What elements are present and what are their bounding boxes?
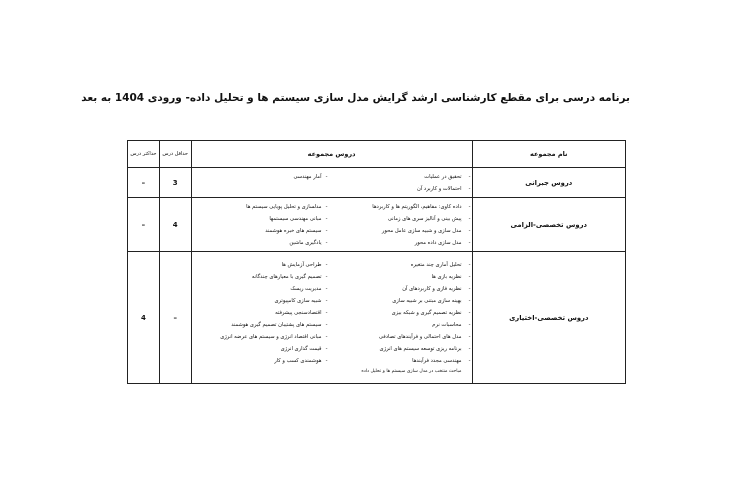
list-item: - مبانی اقتصاد انرژی و سیستم های عرضه انرژی [196, 331, 322, 343]
list-item: - نظریه بازی ها [328, 271, 462, 283]
list-item: - بهینه سازی مبتنی بر شبیه سازی [328, 295, 462, 307]
list-item: - داده کاوی: مفاهیم، الگوریتم ها و کاربردها [328, 201, 462, 213]
min-count: – [159, 252, 191, 384]
page-title: برنامه درسی برای مقطع کارشناسی ارشد گرایش مدل سازی سیستم ها و تحلیل داده- ورودی 1404 به بعد [81, 92, 630, 104]
list-item: - تحقیق در عملیات [328, 171, 462, 183]
list-item: - پیش بینی و آنالیز سری های زمانی [328, 213, 462, 225]
list-item: - احتمالات و کاربرد آن [328, 183, 462, 195]
max-count: – [128, 198, 160, 252]
list-item: - مبانی مهندسی سیستمها [196, 213, 322, 225]
list-item: - طراحی آزمایش ها [196, 259, 322, 271]
list-item: - تحلیل آماری چند متغیره [328, 259, 462, 271]
list-item: - برنامه ریزی توسعه سیستم های انرژی [328, 343, 462, 355]
course-list [191, 252, 472, 384]
max-count: – [128, 168, 160, 198]
max-count: 4 [128, 252, 160, 384]
table-row [128, 168, 626, 198]
min-count: 4 [159, 198, 191, 252]
list-item: - نظریه تصمیم گیری و شبکه بیزی [328, 307, 462, 319]
min-count: 3 [159, 168, 191, 198]
list-item: - تصمیم گیری با معیارهای چندگانه [196, 271, 322, 283]
table-row [128, 252, 626, 384]
list-item: - یادگیری ماشین [196, 237, 322, 249]
course-list [191, 168, 472, 198]
group-name: دروس جبرانی [472, 168, 625, 198]
list-item: - مدلسازی و تحلیل پویایی سیستم ها [196, 201, 322, 213]
list-item: - اقتصادسنجی پیشرفته [196, 307, 322, 319]
list-item: - مهندسی مجدد فرآیندها [328, 355, 462, 367]
list-item: - سیستم های پشتیبان تصمیم گیری هوشمند [196, 319, 322, 331]
list-item: - نظریه فازی و کاربردهای آن [328, 283, 462, 295]
header-courses: دروس مجموعه [191, 141, 472, 168]
header-group-name: نام مجموعه [472, 141, 625, 168]
list-item: - شبیه سازی کامپیوتری [196, 295, 322, 307]
list-item: - مدیریت ریسک [196, 283, 322, 295]
list-item: - مدل سازی و شبیه سازی عامل محور [328, 225, 462, 237]
header-max: حداکثر درس [128, 141, 160, 168]
table-row [128, 198, 626, 252]
list-item: - هوشمندی کسب و کار [196, 355, 322, 367]
course-list [191, 198, 472, 252]
list-item: - محاسبات نرم [328, 319, 462, 331]
list-item: - سیستم های خبره هوشمند [196, 225, 322, 237]
list-item: - قیمت گذاری انرژی [196, 343, 322, 355]
curriculum-table [127, 140, 626, 384]
table-header-row [128, 141, 626, 168]
header-min: حداقل درس [159, 141, 191, 168]
list-item: - مدل سازی داده محور [328, 237, 462, 249]
list-item: - مدل های احتمالی و فرآیندهای تصادفی [328, 331, 462, 343]
group-name: دروس تخصصی-الزامی [472, 198, 625, 252]
list-item: مباحث منتخب در مدل سازی سیستم ها و تحلیل داده [361, 368, 462, 374]
list-item: - آمار مهندسی [196, 171, 322, 183]
group-name: دروس تخصصی-اختیاری [472, 252, 625, 384]
